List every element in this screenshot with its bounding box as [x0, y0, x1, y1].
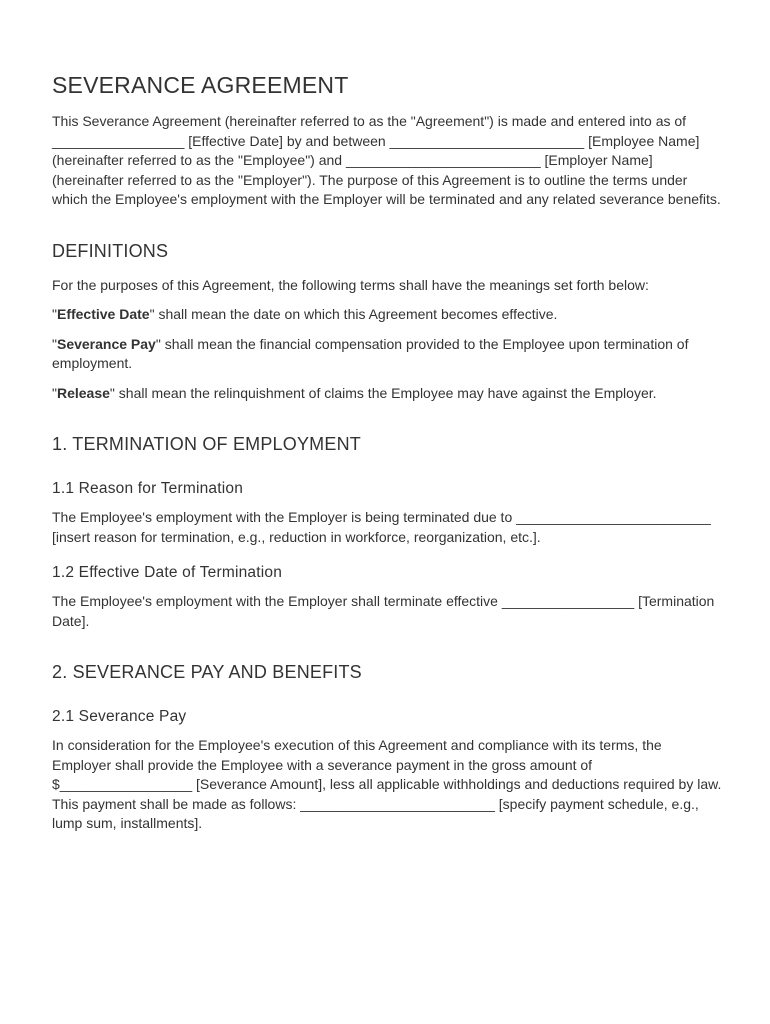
definition-term: Severance Pay [56, 335, 156, 352]
document-page [52, 70, 722, 834]
definition-text: shall mean the relinquishment of claims the Employee may have against the Employer. [114, 384, 657, 401]
section-2-1-text: In consideration for the Employee's execution of this Agreement and compliance with its terms, the Employer shall provide the Employee with a severance payment in the gross amount of $_________________ [Severance Amount], less all applicable withholdings and deductions required by law. This payment shall be made as follows: _________________________ [specify payment schedule, e.g., lump sum, installments]. [52, 737, 722, 831]
section-1-1-text: The Employee's employment with the Employer is being terminated due to _________________________ [insert reason for termination, e.g., reduction in workforce, reorganization, etc.]. [52, 509, 711, 545]
section-2-heading: 2. SEVERANCE PAY AND BENEFITS [52, 662, 362, 682]
definition-item: "Severance Pay" shall mean the financial compensation provided to the Employee upon termination of employment. [52, 335, 689, 371]
section-1-1-heading: 1.1 Reason for Termination [52, 480, 244, 497]
document-title: SEVERANCE AGREEMENT [52, 72, 349, 98]
definition-item: "Release" shall mean the relinquishment of claims the Employee may have against the Employer. [52, 384, 657, 401]
definition-term: Effective Date [56, 306, 150, 322]
definition-text: shall mean the date on which this Agreement becomes effective. [154, 306, 558, 322]
definitions-heading: DEFINITIONS [52, 240, 169, 261]
definitions-lead: For the purposes of this Agreement, the following terms shall have the meanings set forth below: [52, 276, 649, 293]
section-1-2-heading: 1.2 Effective Date of Termination [52, 564, 283, 581]
section-1-heading: 1. TERMINATION OF EMPLOYMENT [52, 434, 361, 454]
intro-paragraph: This Severance Agreement (hereinafter referred to as the "Agreement") is made and entered into as of _________________ [Effective Date] by and between _________________________ [Employee Name] (hereinafter referred to as the "Employee") and _________________________ [Employer Name] (hereinafter referred to as the "Employer"). The purpose of this Agreement is to outline the terms under which the Employee's employment with the Employer will be terminated and any related severance benefits. [52, 113, 721, 207]
section-2-1-heading: 2.1 Severance Pay [52, 708, 187, 725]
definition-term: Release [56, 384, 110, 401]
definition-text: shall mean the financial compensation provided to the Employee upon termination of employment. [52, 335, 689, 371]
section-1-2-text: The Employee's employment with the Employer shall terminate effective _________________ [Termination Date]. [52, 593, 715, 629]
definition-item: "Effective Date" shall mean the date on which this Agreement becomes effective. [52, 306, 558, 322]
